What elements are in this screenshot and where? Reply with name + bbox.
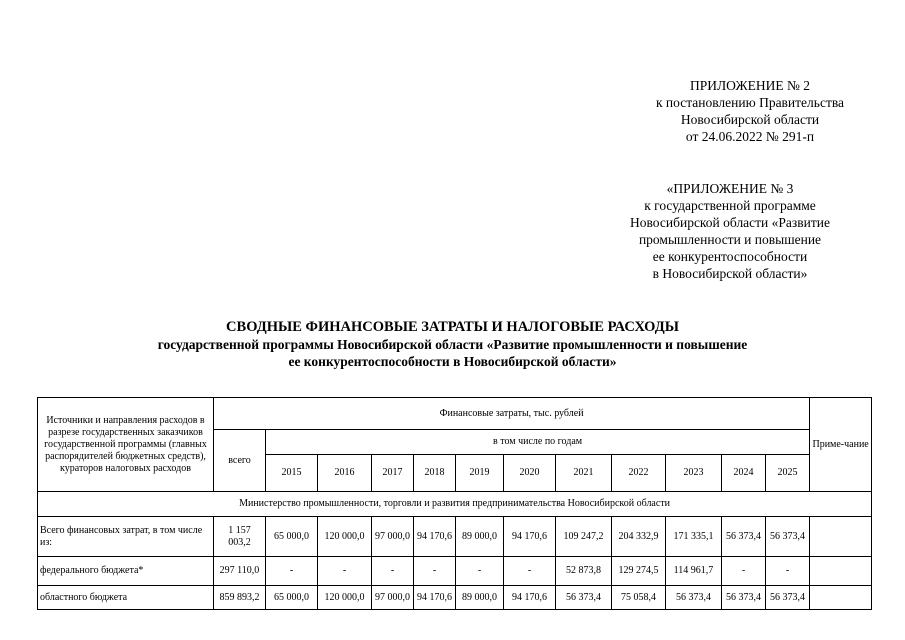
row-year-value: - — [456, 557, 504, 586]
appendix-line: от 24.06.2022 № 291-п — [685, 129, 815, 144]
header-year: 2017 — [372, 455, 414, 492]
row-note — [810, 586, 872, 610]
row-year-value: 94 170,6 — [414, 586, 456, 610]
appendix-line: промышленности и повышение — [638, 232, 822, 247]
row-label: Всего финансовых затрат, в том числе из: — [38, 517, 214, 557]
row-year-value: 97 000,0 — [372, 517, 414, 557]
row-total-value: 1 157 003,2 — [214, 517, 266, 557]
appendix-line: к постановлению Правительства — [655, 95, 845, 110]
row-year-value: 56 373,4 — [722, 586, 766, 610]
header-year: 2024 — [722, 455, 766, 492]
row-year-value: 129 274,5 — [612, 557, 666, 586]
row-year-value: 56 373,4 — [666, 586, 722, 610]
header-year: 2025 — [766, 455, 810, 492]
appendix-line: в Новосибирской области» — [652, 266, 808, 281]
row-note — [810, 517, 872, 557]
appendix-line: «ПРИЛОЖЕНИЕ № 3 — [666, 181, 794, 196]
row-year-value: 89 000,0 — [456, 586, 504, 610]
program-appendix-header — [580, 180, 880, 282]
header-costs: Финансовые затраты, тыс. рублей — [214, 398, 810, 430]
appendix-line: Новосибирской области — [680, 112, 820, 127]
row-year-value: 109 247,2 — [556, 517, 612, 557]
header-year: 2022 — [612, 455, 666, 492]
header-year: 2023 — [666, 455, 722, 492]
row-year-value: 171 335,1 — [666, 517, 722, 557]
row-year-value: 65 000,0 — [266, 586, 318, 610]
appendix-line: к государственной программе — [644, 198, 816, 213]
row-year-value: 75 058,4 — [612, 586, 666, 610]
row-year-value: 94 170,6 — [504, 517, 556, 557]
header-year: 2020 — [504, 455, 556, 492]
header-by-years: в том числе по годам — [266, 430, 810, 455]
financial-costs-table — [37, 397, 872, 610]
header-year: 2016 — [318, 455, 372, 492]
row-year-value: 120 000,0 — [318, 586, 372, 610]
row-label: областного бюджета — [38, 586, 214, 610]
row-year-value: - — [372, 557, 414, 586]
row-total-value: 297 110,0 — [214, 557, 266, 586]
row-year-value: - — [766, 557, 810, 586]
appendix-line: ее конкурентоспособности — [652, 249, 808, 264]
row-year-value: 56 373,4 — [766, 517, 810, 557]
row-year-value: - — [722, 557, 766, 586]
header-year: 2015 — [266, 455, 318, 492]
table-row — [38, 517, 872, 557]
row-year-value: 89 000,0 — [456, 517, 504, 557]
row-year-value: 65 000,0 — [266, 517, 318, 557]
header-notes: Приме-чание — [810, 398, 872, 492]
row-year-value: 94 170,6 — [414, 517, 456, 557]
row-year-value: 52 873,8 — [556, 557, 612, 586]
table-row — [38, 586, 872, 610]
row-year-value: - — [504, 557, 556, 586]
row-year-value: 120 000,0 — [318, 517, 372, 557]
appendix-line: Новосибирской области «Развитие — [630, 215, 830, 230]
appendix-line: ПРИЛОЖЕНИЕ № 2 — [689, 78, 811, 93]
row-year-value: 114 961,7 — [666, 557, 722, 586]
row-year-value: - — [414, 557, 456, 586]
row-note — [810, 557, 872, 586]
row-year-value: 97 000,0 — [372, 586, 414, 610]
table-row — [38, 557, 872, 586]
header-year: 2019 — [456, 455, 504, 492]
department-row: Министерство промышленности, торговли и развития предпринимательства Новосибирской области — [38, 492, 872, 517]
row-year-value: 94 170,6 — [504, 586, 556, 610]
row-year-value: 56 373,4 — [556, 586, 612, 610]
row-year-value: 56 373,4 — [766, 586, 810, 610]
header-year: 2018 — [414, 455, 456, 492]
row-year-value: 204 332,9 — [612, 517, 666, 557]
document-title: СВОДНЫЕ ФИНАНСОВЫЕ ЗАТРАТЫ И НАЛОГОВЫЕ РАСХОДЫ — [226, 319, 679, 335]
row-year-value: - — [318, 557, 372, 586]
document-subtitle: ее конкурентоспособности в Новосибирской области» — [288, 354, 617, 369]
appendix-header — [600, 77, 900, 145]
row-total-value: 859 893,2 — [214, 586, 266, 610]
header-sources: Источники и направления расходов в разрезе государственных заказчиков государственной программы (главных распорядителей бюджетных средств), кураторов налоговых расходов — [38, 398, 214, 492]
header-year: 2021 — [556, 455, 612, 492]
header-total: всего — [214, 430, 266, 492]
row-label: федерального бюджета* — [38, 557, 214, 586]
row-year-value: 56 373,4 — [722, 517, 766, 557]
row-year-value: - — [266, 557, 318, 586]
document-subtitle: государственной программы Новосибирской области «Развитие промышленности и повышение — [157, 337, 748, 352]
